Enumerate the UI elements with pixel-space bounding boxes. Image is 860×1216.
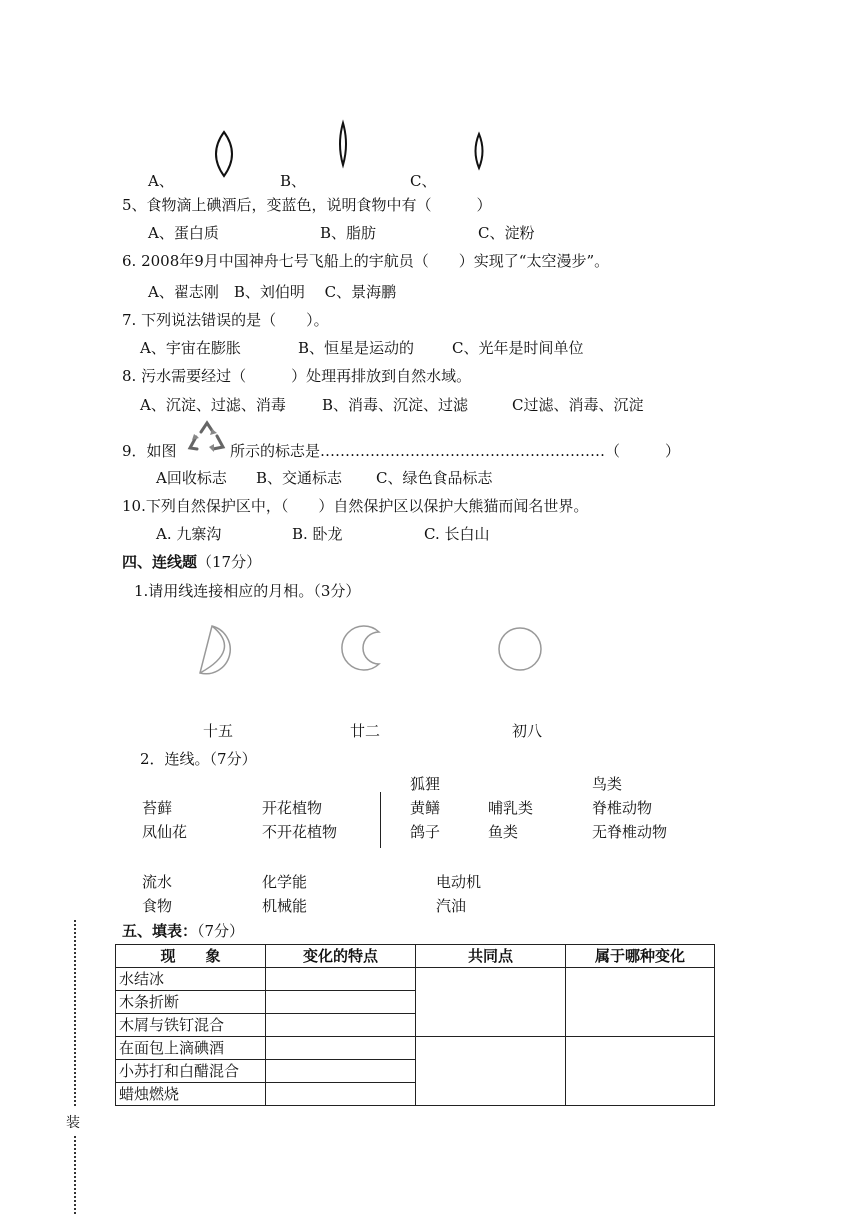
animal-class-2: 脊椎动物 — [592, 799, 653, 817]
q4-option-c: C、 — [410, 172, 437, 190]
q4-shape-c — [471, 132, 487, 170]
q7-stem: 7. 下列说法错误的是（ ）。 — [122, 311, 329, 329]
change-type-cell[interactable] — [566, 968, 715, 1037]
q8-stem: 8. 污水需要经过（ ）处理再排放到自然水域。 — [122, 367, 472, 385]
q9-option-c: C、绿色食品标志 — [376, 469, 493, 487]
match1-stem: 1.请用线连接相应的月相。（3分） — [134, 582, 361, 600]
match2-stem: 2．连线。（7分） — [140, 750, 257, 768]
feature-cell[interactable] — [266, 1083, 416, 1106]
q8-option-c: C过滤、消毒、沉淀 — [512, 396, 644, 414]
q4-option-b: B、 — [280, 172, 307, 190]
animal-group-1: 哺乳类 — [488, 799, 534, 817]
section4-title — [122, 553, 261, 571]
energy-item-1: 电动机 — [436, 873, 482, 891]
animal-2: 黄鳝 — [410, 799, 441, 817]
q4-shape-a — [208, 130, 240, 178]
q9-stem-after: 所示的标志是…………………………………………………（ ） — [230, 442, 681, 460]
table-header-row — [116, 945, 715, 968]
section5-points: （7分） — [197, 922, 245, 940]
binding-line-top — [74, 920, 76, 1106]
phenomenon-cell: 在面包上滴碘酒 — [116, 1037, 266, 1060]
plant-type-2: 不开花植物 — [262, 823, 338, 841]
header-features: 变化的特点 — [266, 945, 416, 968]
moon-half-icon — [196, 624, 236, 676]
feature-cell[interactable] — [266, 1037, 416, 1060]
feature-cell[interactable] — [266, 968, 416, 991]
moon-label-3: 初八 — [512, 722, 543, 740]
q5-option-a: A、蛋白质 — [148, 224, 219, 242]
q10-stem: 10.下列自然保护区中，（ ）自然保护区以保护大熊猫而闻名世界。 — [122, 497, 589, 515]
feature-cell[interactable] — [266, 991, 416, 1014]
animal-class-3: 无脊椎动物 — [592, 823, 668, 841]
header-change-type: 属于哪种变化 — [566, 945, 715, 968]
q10-option-b: B. 卧龙 — [292, 525, 343, 543]
moon-label-2: 廿二 — [350, 722, 381, 740]
q10-option-c: C. 长白山 — [424, 525, 490, 543]
q10-option-a: A. 九寨沟 — [156, 525, 222, 543]
table-row — [116, 968, 715, 991]
energy-type-1: 化学能 — [262, 873, 308, 891]
q5-stem: 5、食物滴上碘酒后，变蓝色，说明食物中有（ ） — [122, 196, 492, 214]
q5-option-b: B、脂肪 — [320, 224, 377, 242]
moon-label-1: 十五 — [203, 722, 234, 740]
table-row — [116, 1037, 715, 1060]
energy-source-1: 流水 — [142, 873, 173, 891]
phenomenon-cell: 木屑与铁钉混合 — [116, 1014, 266, 1037]
phenomenon-cell: 水结冰 — [116, 968, 266, 991]
moon-crescent-icon — [339, 624, 387, 672]
q4-shape-b — [336, 121, 350, 167]
q4-option-a: A、 — [148, 172, 174, 190]
q7-option-b: B、恒星是运动的 — [298, 339, 415, 357]
fill-table — [115, 944, 715, 1106]
feature-cell[interactable] — [266, 1060, 416, 1083]
phenomenon-cell: 木条折断 — [116, 991, 266, 1014]
energy-source-2: 食物 — [142, 897, 173, 915]
header-phenomenon: 现 象 — [116, 945, 266, 968]
q6-options: A、翟志刚 B、刘伯明 C、景海鹏 — [148, 283, 397, 301]
animal-3: 鸽子 — [410, 823, 441, 841]
q7-option-c: C、光年是时间单位 — [452, 339, 584, 357]
binding-label: 装 — [66, 1115, 80, 1131]
common-cell[interactable] — [416, 1037, 566, 1106]
section4-points: （17分） — [197, 553, 262, 571]
animal-group-2: 鱼类 — [488, 823, 519, 841]
q6-stem: 6. 2008年9月中国神舟七号飞船上的宇航员（ ）实现了“太空漫步”。 — [122, 252, 610, 270]
q9-stem-before: 9．如图 — [122, 442, 177, 460]
change-type-cell[interactable] — [566, 1037, 715, 1106]
section4-heading: 四、连线题 — [122, 553, 198, 571]
plant-2: 凤仙花 — [142, 823, 188, 841]
animal-1: 狐狸 — [410, 775, 441, 793]
section5-heading: 五、填表： — [122, 922, 198, 940]
feature-cell[interactable] — [266, 1014, 416, 1037]
q5-option-c: C、淀粉 — [478, 224, 535, 242]
plant-type-1: 开花植物 — [262, 799, 323, 817]
moon-full-icon — [496, 625, 544, 673]
divider — [380, 792, 381, 848]
recycle-icon — [187, 420, 227, 454]
phenomenon-cell: 蜡烛燃烧 — [116, 1083, 266, 1106]
phenomenon-cell: 小苏打和白醋混合 — [116, 1060, 266, 1083]
q9-option-a: A回收标志 — [156, 469, 227, 487]
q9-option-b: B、交通标志 — [256, 469, 343, 487]
q8-option-b: B、消毒、沉淀、过滤 — [322, 396, 469, 414]
binding-line-bottom — [74, 1136, 76, 1214]
plant-1: 苔藓 — [142, 799, 173, 817]
header-common: 共同点 — [416, 945, 566, 968]
q8-option-a: A、沉淀、过滤、消毒 — [140, 396, 286, 414]
energy-item-2: 汽油 — [436, 897, 467, 915]
animal-class-1: 鸟类 — [592, 775, 623, 793]
common-cell[interactable] — [416, 968, 566, 1037]
q7-option-a: A、宇宙在膨胀 — [140, 339, 241, 357]
section5-title — [122, 922, 244, 940]
energy-type-2: 机械能 — [262, 897, 308, 915]
